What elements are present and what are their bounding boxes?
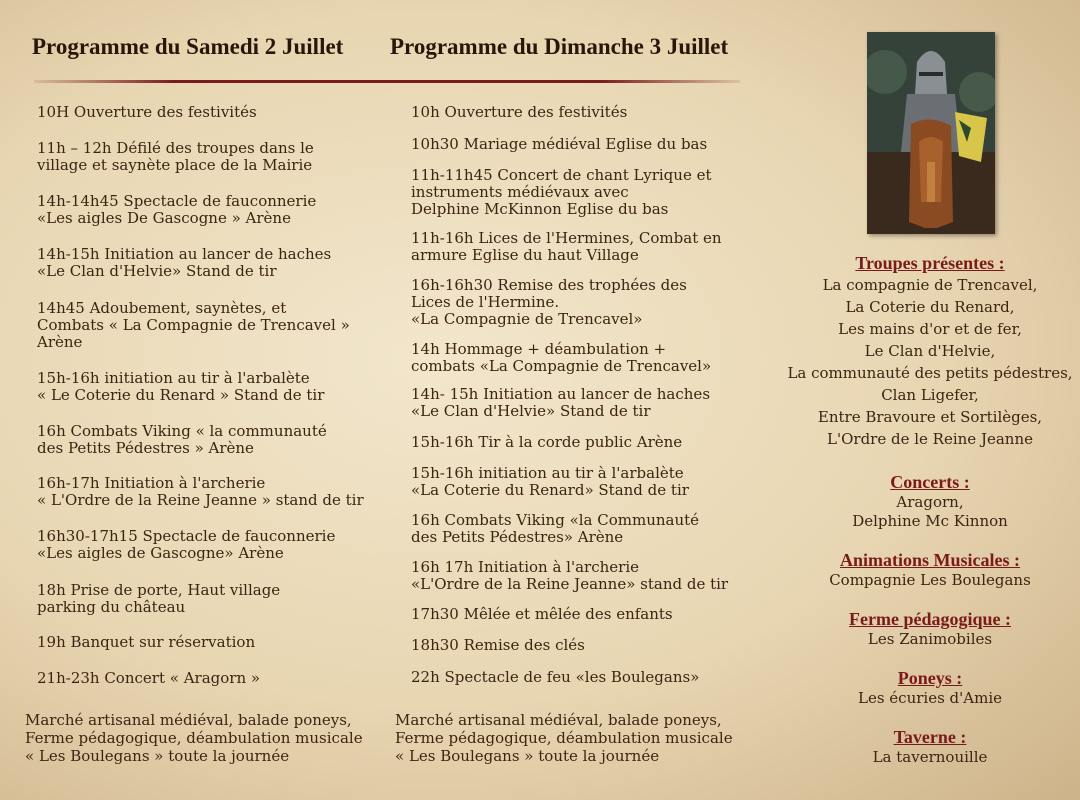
saturday-event: 19h Banquet sur réservation [37, 633, 256, 651]
saturday-event: 16h30-17h15 Spectacle de fauconnerie «Les aigles de Gascogne» Arène [37, 527, 336, 562]
sunday-event: 16h-16h30 Remise des trophées des Lices de l'Hermine. «La Compagnie de Trencavel» [411, 276, 687, 328]
saturday-event: 15h-16h initiation au tir à l'arbalète « Le Coterie du Renard » Stand de tir [37, 369, 325, 404]
troupes-title: Troupes présentes : [855, 253, 1005, 273]
ferme-title: Ferme pédagogique : [849, 609, 1011, 629]
ferme-section [780, 608, 1080, 649]
saturday-title: Programme du Samedi 2 Juillet [32, 34, 344, 59]
concerts-section [780, 471, 1080, 531]
taverne-title: Taverne : [893, 727, 967, 747]
sunday-event: 10h Ouverture des festivités [411, 103, 628, 121]
saturday-event: 11h – 12h Défilé des troupes dans le village et saynète place de la Mairie [37, 139, 314, 174]
troupe-item: L'Ordre de le Reine Jeanne [827, 430, 1033, 448]
taverne-item: La tavernouille [872, 748, 988, 766]
ferme-item: Les Zanimobiles [867, 630, 993, 648]
troupes-section [780, 252, 1080, 450]
saturday-event: 18h Prise de porte, Haut village parking du château [37, 581, 281, 616]
animations-section [780, 549, 1080, 590]
troupe-item: Les mains d'or et de fer, [838, 320, 1022, 338]
sunday-event: 11h-11h45 Concert de chant Lyrique et instruments médiévaux avec Delphine McKinnon Eglise du bas [411, 166, 712, 218]
poneys-item: Les écuries d'Amie [857, 689, 1002, 707]
sunday-event: 22h Spectacle de feu «les Boulegans» [411, 668, 700, 686]
troupe-item: Clan Ligefer, [881, 386, 979, 404]
saturday-event: 16h Combats Viking « la communauté des Petits Pédestres » Arène [37, 422, 327, 457]
taverne-section [780, 726, 1080, 767]
knight-illustration [867, 32, 995, 234]
saturday-event: 10H Ouverture des festivités [37, 103, 257, 121]
troupe-item: La communauté des petits pédestres, [787, 364, 1073, 382]
sunday-event: 14h- 15h Initiation au lancer de haches «Le Clan d'Helvie» Stand de tir [411, 385, 711, 420]
troupe-item: Entre Bravoure et Sortilèges, [817, 408, 1043, 426]
troupe-item: La compagnie de Trencavel, [822, 276, 1038, 294]
sunday-event: 11h-16h Lices de l'Hermines, Combat en armure Eglise du haut Village [411, 229, 722, 264]
saturday-event: 14h45 Adoubement, saynètes, et Combats « La Compagnie de Trencavel » Arène [37, 299, 350, 351]
saturday-event: 16h-17h Initiation à l'archerie « L'Ordre de la Reine Jeanne » stand de tir [37, 474, 364, 509]
sunday-event: 15h-16h initiation au tir à l'arbalète «La Coterie du Renard» Stand de tir [411, 464, 689, 499]
poneys-title: Poneys : [897, 668, 963, 688]
troupe-item: Le Clan d'Helvie, [864, 342, 996, 360]
concert-item: Aragorn, [896, 493, 964, 511]
sunday-event: 14h Hommage + déambulation + combats «La Compagnie de Trencavel» [411, 340, 712, 375]
title-divider [34, 80, 740, 83]
animations-title: Animations Musicales : [840, 550, 1020, 570]
sunday-title: Programme du Dimanche 3 Juillet [390, 34, 729, 59]
saturday-event: 14h-14h45 Spectacle de fauconnerie «Les aigles De Gascogne » Arène [37, 192, 317, 227]
saturday-event: 21h-23h Concert « Aragorn » [37, 669, 261, 687]
sunday-event: 16h Combats Viking «la Communauté des Petits Pédestres» Arène [411, 511, 700, 546]
knight-on-horse-photo [867, 32, 995, 234]
animation-item: Compagnie Les Boulegans [829, 571, 1031, 589]
concerts-title: Concerts : [890, 472, 970, 492]
sunday-market-note: Marché artisanal médiéval, balade poneys, Ferme pédagogique, déambulation musicale « Les Boulegans » toute la journée [395, 711, 733, 765]
sunday-event: 17h30 Mêlée et mêlée des enfants [411, 605, 673, 623]
sunday-event: 18h30 Remise des clés [411, 636, 585, 654]
concert-item: Delphine Mc Kinnon [852, 512, 1008, 530]
sunday-event: 15h-16h Tir à la corde public Arène [411, 433, 683, 451]
saturday-event: 14h-15h Initiation au lancer de haches «Le Clan d'Helvie» Stand de tir [37, 245, 332, 280]
sunday-event: 16h 17h Initiation à l'archerie «L'Ordre de la Reine Jeanne» stand de tir [411, 558, 729, 593]
sunday-event: 10h30 Mariage médiéval Eglise du bas [411, 135, 708, 153]
saturday-market-note: Marché artisanal médiéval, balade poneys, Ferme pédagogique, déambulation musicale « Les Boulegans » toute la journée [25, 711, 363, 765]
troupe-item: La Coterie du Renard, [845, 298, 1015, 316]
poneys-section [780, 667, 1080, 708]
